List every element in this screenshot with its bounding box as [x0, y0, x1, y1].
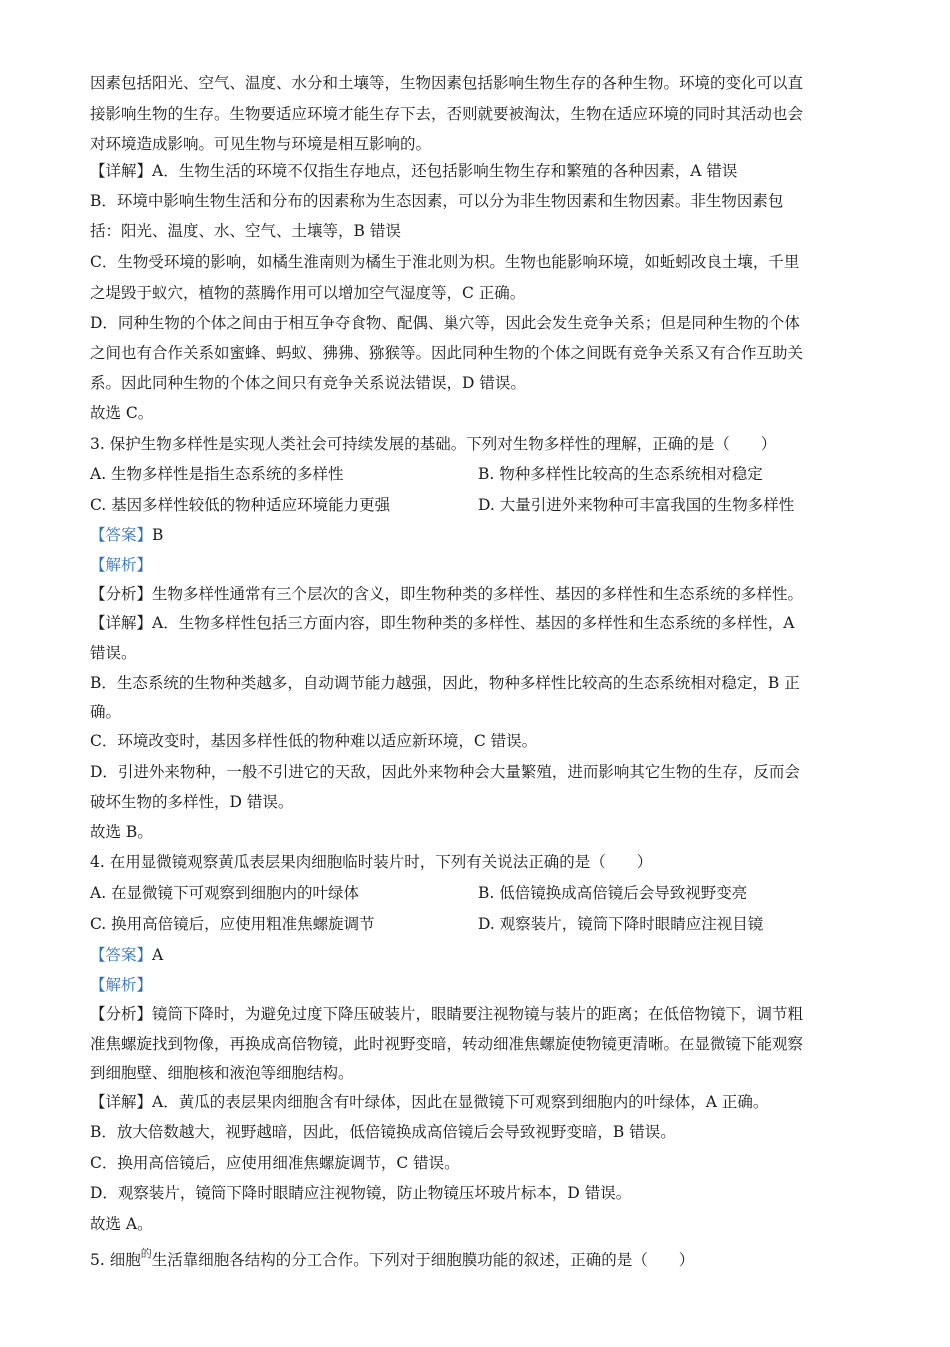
- choice-line: 故选 C。: [90, 404, 154, 422]
- detail-line: 【详解】A．黄瓜的表层果肉细胞含有叶绿体，因此在显微镜下可观察到细胞内的叶绿体，A 正确。: [90, 1093, 769, 1111]
- paragraph-line: 接影响生物的生存。生物要适应环境才能生存下去，否则就要被淘汰，生物在适应环境的同时其活动也会: [90, 105, 804, 123]
- detail-line: C．生物受环境的影响，如橘生淮南则为橘生于淮北则为枳。生物也能影响环境，如蚯蚓改良土壤，千里: [90, 253, 800, 271]
- detail-line: 之间也有合作关系如蜜蜂、蚂蚁、狒狒、猕猴等。因此同种生物的个体之间既有竞争关系又有合作互助关: [90, 344, 804, 362]
- stem-suffix: 生活靠细胞各结构的分工合作。下列对于细胞膜功能的叙述，正确的是（ ）: [151, 1251, 695, 1269]
- q4-option-a: A. 在显微镜下可观察到细胞内的叶绿体: [90, 884, 360, 902]
- q4-option-c: C. 换用高倍镜后，应使用粗准焦螺旋调节: [90, 915, 375, 933]
- q3-option-d: D. 大量引进外来物种可丰富我国的生物多样性: [478, 496, 795, 514]
- answer-value: B: [152, 526, 164, 544]
- detail-line: B．生态系统的生物种类越多，自动调节能力越强，因此，物种多样性比较高的生态系统相对稳定，B 正: [90, 674, 800, 692]
- analysis-line: 【分析】镜筒下降时，为避免过度下降压破装片，眼睛要注视物镜与装片的距离；在低倍物镜下，调节粗: [90, 1005, 804, 1023]
- detail-line: B．放大倍数越大，视野越暗，因此，低倍镜换成高倍镜后会导致视野变暗，B 错误。: [90, 1123, 676, 1141]
- stem-superscript: 的: [140, 1247, 152, 1260]
- q4-answer: [90, 945, 870, 965]
- q3-option-c: C. 基因多样性较低的物种适应环境能力更强: [90, 496, 391, 514]
- analysis-line: 【分析】生物多样性通常有三个层次的含义，即生物种类的多样性、基因的多样性和生态系统的多样性。: [90, 585, 804, 603]
- q3-option-b: B. 物种多样性比较高的生态系统相对稳定: [478, 465, 763, 483]
- detail-line: B．环境中影响生物生活和分布的因素称为生态因素，可以分为非生物因素和生物因素。非生物因素包: [90, 192, 784, 210]
- detail-line: 之堤毁于蚁穴，植物的蒸腾作用可以增加空气湿度等，C 正确。: [90, 284, 526, 302]
- question-5-stem: [90, 1247, 870, 1272]
- paragraph-line: 因素包括阳光、空气、温度、水分和土壤等，生物因素包括影响生物生存的各种生物。环境的变化可以直: [90, 74, 804, 92]
- detail-line: 确。: [90, 703, 122, 721]
- answer-tag: 【答案】: [90, 526, 153, 544]
- choice-line: 故选 A。: [90, 1215, 153, 1233]
- choice-line: 故选 B。: [90, 823, 153, 841]
- answer-value: A: [152, 946, 164, 964]
- detail-line: C．环境改变时，基因多样性低的物种难以适应新环境，C 错误。: [90, 732, 538, 750]
- detail-line: 错误。: [90, 644, 137, 662]
- detail-line: 【详解】A．生物多样性包括三方面内容，即生物种类的多样性、基因的多样性和生态系统的多样性，A: [90, 614, 795, 632]
- q4-option-b: B. 低倍镜换成高倍镜后会导致视野变亮: [478, 884, 748, 902]
- stem-prefix: 5. 细胞: [90, 1251, 141, 1269]
- detail-line: 括：阳光、温度、水、空气、土壤等，B 错误: [90, 222, 401, 240]
- analysis-line: 准焦螺旋找到物像，再换成高倍物镜，此时视野变暗，转动细准焦螺旋使物镜更清晰。在显微镜下能观察: [90, 1035, 804, 1053]
- q4-option-d: D. 观察装片，镜筒下降时眼睛应注视目镜: [478, 915, 764, 933]
- detail-line: 【详解】A．生物生活的环境不仅指生存地点，还包括影响生物生存和繁殖的各种因素，A 错误: [90, 162, 738, 180]
- q3-answer: [90, 525, 870, 545]
- detail-line: D．观察装片，镜筒下降时眼睛应注视物镜，防止物镜压坏玻片标本，D 错误。: [90, 1184, 632, 1202]
- detail-line: C．换用高倍镜后，应使用细准焦螺旋调节，C 错误。: [90, 1154, 460, 1172]
- detail-line: 系。因此同种生物的个体之间只有竞争关系说法错误，D 错误。: [90, 374, 526, 392]
- question-3-stem: 3. 保护生物多样性是实现人类社会可持续发展的基础。下列对生物多样性的理解，正确的是（ ）: [90, 435, 777, 453]
- analysis-line: 到细胞壁、细胞核和液泡等细胞结构。: [90, 1064, 354, 1082]
- answer-tag: 【答案】: [90, 946, 153, 964]
- q4-analysis-tag: 【解析】: [90, 976, 153, 994]
- q3-option-a: A. 生物多样性是指生态系统的多样性: [90, 465, 344, 483]
- detail-line: D．引进外来物种，一般不引进它的天敌，因此外来物种会大量繁殖，进而影响其它生物的生存，反而会: [90, 763, 800, 781]
- detail-line: 破坏生物的多样性，D 错误。: [90, 793, 294, 811]
- question-4-stem: 4. 在用显微镜观察黄瓜表层果肉细胞临时装片时，下列有关说法正确的是（ ）: [90, 853, 653, 871]
- detail-line: D．同种生物的个体之间由于相互争夺食物、配偶、巢穴等，因此会发生竞争关系；但是同种生物的个体: [90, 314, 800, 332]
- paragraph-line: 对环境造成影响。可见生物与环境是相互影响的。: [90, 135, 432, 153]
- q3-analysis-tag: 【解析】: [90, 556, 153, 574]
